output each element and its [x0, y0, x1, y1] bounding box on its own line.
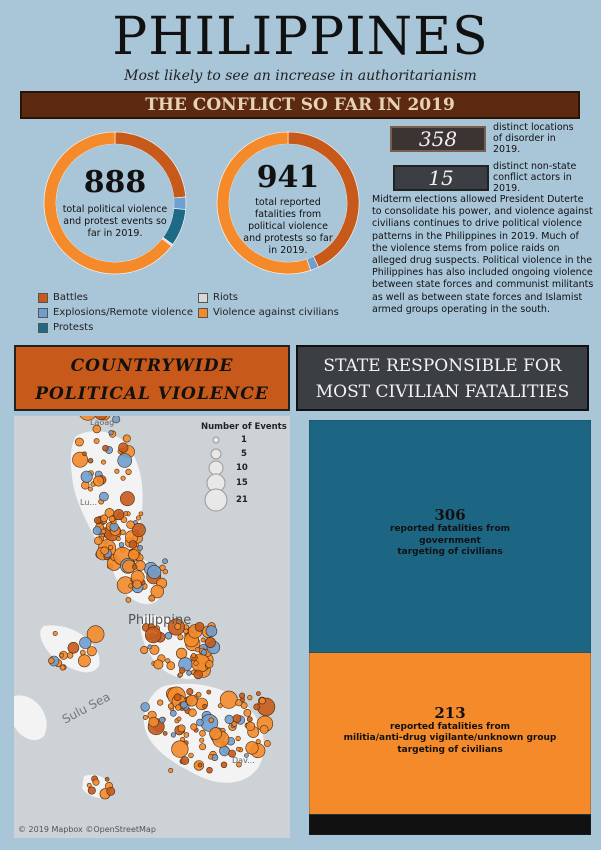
map-legend-title: Number of Events: [201, 422, 287, 432]
event-marker[interactable]: [203, 704, 207, 708]
size-legend-label: 21: [236, 495, 248, 505]
militia-bar-caption-line: reported fatalities from: [389, 721, 511, 732]
event-marker[interactable]: [172, 741, 189, 758]
event-marker[interactable]: [196, 692, 201, 697]
donut-fatalities-caption-line: and protests so far: [243, 233, 333, 244]
event-marker[interactable]: [189, 753, 194, 758]
event-marker[interactable]: [143, 715, 147, 719]
event-marker[interactable]: [239, 693, 244, 698]
donut-fatalities-number: 941: [256, 160, 320, 195]
event-marker[interactable]: [167, 662, 175, 670]
event-marker[interactable]: [170, 710, 176, 716]
event-marker[interactable]: [80, 650, 85, 655]
event-marker[interactable]: [135, 561, 145, 571]
donut-fatalities-caption: [228, 197, 348, 257]
event-marker[interactable]: [195, 622, 204, 631]
militia-fatalities-value: 213: [434, 703, 466, 722]
event-marker[interactable]: [199, 744, 205, 750]
donut-events-caption-line: far in 2019.: [87, 228, 143, 239]
event-marker[interactable]: [236, 736, 241, 741]
event-marker[interactable]: [210, 728, 222, 740]
map-size-legend: [205, 437, 227, 511]
palawan-landmass: [14, 695, 47, 740]
size-legend-label: 10: [236, 463, 248, 473]
map-label-laoag: Laoag: [90, 418, 115, 427]
legend-swatch: [198, 293, 208, 303]
event-marker[interactable]: [101, 460, 105, 464]
event-marker[interactable]: [177, 717, 181, 721]
map-label-sulu-sea: Sulu Sea: [59, 689, 113, 727]
event-marker[interactable]: [149, 595, 155, 601]
event-marker[interactable]: [194, 670, 203, 679]
event-marker[interactable]: [101, 529, 106, 534]
event-marker[interactable]: [174, 694, 181, 701]
event-marker[interactable]: [186, 695, 197, 706]
event-marker[interactable]: [148, 565, 161, 578]
donut-events-caption-line: total political violence: [62, 204, 168, 215]
legend-item-riots: [198, 292, 238, 303]
event-marker[interactable]: [196, 719, 203, 726]
event-marker[interactable]: [176, 705, 182, 711]
size-legend-circle: [211, 449, 221, 459]
event-marker[interactable]: [94, 517, 101, 524]
event-marker[interactable]: [168, 704, 173, 709]
locations-stat-caption: [493, 122, 585, 155]
map-label-luzon: Lu...: [80, 498, 98, 507]
event-marker[interactable]: [120, 492, 134, 506]
event-marker[interactable]: [187, 671, 192, 676]
event-marker[interactable]: [109, 516, 115, 522]
event-marker[interactable]: [87, 783, 91, 787]
event-marker[interactable]: [181, 757, 189, 765]
actors-stat-box: 15: [393, 165, 489, 191]
event-marker[interactable]: [68, 642, 79, 653]
event-marker[interactable]: [80, 637, 92, 649]
event-marker[interactable]: [105, 777, 109, 781]
event-marker[interactable]: [138, 545, 143, 550]
locations-caption-line: 2019.: [493, 144, 521, 155]
legend-label: Protests: [53, 322, 94, 333]
donut-events-caption-line: and protest events so: [63, 216, 167, 227]
event-marker[interactable]: [141, 646, 148, 653]
donut-chart-events: [34, 122, 196, 284]
event-marker[interactable]: [121, 530, 126, 535]
event-marker[interactable]: [145, 627, 161, 643]
locations-stat-box: 358: [390, 126, 486, 152]
militia-bar-caption-line: targeting of civilians: [397, 744, 503, 755]
event-marker[interactable]: [139, 512, 143, 516]
event-marker[interactable]: [116, 537, 120, 541]
event-marker[interactable]: [247, 717, 252, 722]
legend-item-protests: [38, 322, 93, 333]
size-legend-label: 5: [241, 449, 247, 459]
event-marker[interactable]: [246, 742, 259, 755]
locations-caption-line: distinct locations: [493, 122, 574, 133]
event-marker[interactable]: [129, 541, 137, 549]
event-marker[interactable]: [159, 717, 165, 723]
event-marker[interactable]: [149, 717, 159, 727]
gov-bar-caption-line: targeting of civilians: [397, 547, 503, 558]
page-title: PHILIPPINES: [112, 7, 489, 67]
legend-swatch: [38, 323, 48, 333]
event-marker[interactable]: [108, 545, 113, 550]
event-marker[interactable]: [264, 740, 270, 746]
event-marker[interactable]: [256, 692, 260, 696]
event-marker[interactable]: [141, 703, 150, 712]
event-marker[interactable]: [157, 700, 163, 706]
event-marker[interactable]: [192, 653, 196, 657]
donut-fatalities-caption-line: in 2019.: [268, 245, 308, 256]
state-fatalities-header: [296, 345, 589, 411]
gov-bar-label: [309, 506, 591, 559]
legend-label: Battles: [53, 292, 88, 303]
event-marker[interactable]: [107, 787, 115, 795]
event-marker[interactable]: [176, 648, 187, 659]
event-marker[interactable]: [220, 691, 237, 708]
event-marker[interactable]: [101, 547, 109, 555]
event-marker[interactable]: [88, 787, 95, 794]
legend-swatch: [198, 308, 208, 318]
event-marker[interactable]: [126, 469, 132, 475]
event-marker[interactable]: [81, 471, 92, 482]
event-marker[interactable]: [169, 768, 173, 772]
event-marker[interactable]: [75, 438, 83, 446]
event-marker[interactable]: [195, 647, 200, 652]
event-marker[interactable]: [178, 635, 183, 640]
event-marker[interactable]: [133, 580, 142, 589]
event-marker[interactable]: [148, 645, 152, 649]
event-marker[interactable]: [259, 698, 265, 704]
event-marker[interactable]: [119, 443, 129, 453]
event-marker[interactable]: [93, 527, 101, 535]
event-marker[interactable]: [163, 559, 168, 564]
event-marker[interactable]: [101, 515, 108, 522]
bar-segments: [309, 420, 591, 835]
event-marker[interactable]: [181, 701, 188, 708]
gov-bar-caption-line: government: [419, 535, 481, 546]
event-marker[interactable]: [236, 747, 240, 751]
event-marker[interactable]: [99, 492, 108, 501]
donut-fatalities-caption-line: political violence: [248, 221, 328, 232]
event-marker[interactable]: [93, 779, 99, 785]
event-marker[interactable]: [236, 700, 242, 706]
summary-text: Midterm elections allowed President Duterte to consolidate his power, and violence against civilians continues to drive political violence patterns in the Philippines in 2019. Much of the violence stems from police raids on alleged drug suspects. Political violence in the Philippines has also included ongoing violence between state forces and communist militants as well as between state forces and Islamist armed groups operating in the south.: [372, 194, 594, 315]
event-marker[interactable]: [187, 688, 193, 694]
actors-caption-line: conflict actors in: [493, 172, 572, 183]
event-marker[interactable]: [221, 762, 227, 768]
event-marker[interactable]: [83, 452, 87, 456]
event-marker[interactable]: [136, 516, 140, 520]
state-header-line: STATE RESPONSIBLE FOR: [323, 356, 562, 376]
event-marker[interactable]: [179, 668, 185, 674]
state-header-line: MOST CIVILIAN FATALITIES: [315, 382, 570, 402]
event-marker[interactable]: [48, 658, 54, 664]
countrywide-violence-header: [14, 345, 290, 411]
event-marker[interactable]: [207, 690, 211, 694]
militia-bar-label: [309, 704, 591, 757]
page-subtitle: Most likely to see an increase in authoritarianism: [124, 68, 477, 84]
event-marker[interactable]: [103, 445, 109, 451]
legend-item-battles: [38, 292, 88, 303]
event-marker[interactable]: [53, 631, 57, 635]
legend-item-violence: [198, 307, 339, 318]
size-legend-label: 1: [241, 435, 247, 445]
militia-bar-caption-line: militia/anti-drug vigilante/unknown group: [343, 733, 557, 744]
donut-events-number: 888: [83, 165, 147, 200]
event-marker[interactable]: [260, 725, 268, 733]
donut-events-slices: [44, 132, 186, 274]
size-legend-label: 15: [236, 478, 248, 488]
event-marker[interactable]: [171, 733, 176, 738]
map-label-philippines: Philippine: [128, 613, 192, 628]
section-banner: THE CONFLICT SO FAR IN 2019: [20, 91, 580, 119]
event-marker[interactable]: [225, 715, 234, 724]
event-marker[interactable]: [206, 626, 217, 637]
event-marker[interactable]: [194, 661, 199, 666]
legend-label: Violence against civilians: [213, 307, 339, 318]
event-marker[interactable]: [248, 695, 253, 700]
legend-swatch: [38, 293, 48, 303]
event-marker[interactable]: [189, 709, 197, 717]
event-marker[interactable]: [191, 724, 197, 730]
legend-item-explosions: [38, 307, 193, 318]
donut-fatalities-caption-line: total reported: [255, 197, 321, 208]
actors-stat-caption: [493, 161, 585, 194]
event-marker[interactable]: [88, 458, 93, 463]
event-marker[interactable]: [133, 565, 138, 570]
gov-fatalities-value: 306: [434, 506, 466, 525]
event-marker[interactable]: [184, 732, 189, 737]
size-legend-circle: [205, 489, 227, 511]
donut-slice-explosions-remote-violence: [174, 197, 186, 210]
event-marker[interactable]: [233, 715, 241, 723]
event-marker[interactable]: [209, 718, 214, 723]
event-map[interactable]: [14, 416, 290, 838]
locations-caption-line: of disorder in: [493, 133, 556, 144]
donut-hole: [56, 144, 174, 262]
event-marker[interactable]: [198, 763, 202, 767]
event-marker[interactable]: [123, 435, 130, 442]
event-marker[interactable]: [127, 521, 135, 529]
fatalities-stacked-bar: [309, 420, 591, 835]
event-marker[interactable]: [205, 637, 215, 647]
event-marker[interactable]: [81, 481, 89, 489]
event-marker[interactable]: [254, 704, 260, 710]
event-marker[interactable]: [201, 638, 205, 642]
donut-fatalities-caption-line: fatalities from: [254, 209, 322, 220]
event-marker[interactable]: [126, 597, 131, 602]
event-marker[interactable]: [154, 660, 163, 669]
event-marker[interactable]: [109, 431, 113, 435]
event-marker[interactable]: [121, 476, 125, 480]
event-marker[interactable]: [201, 650, 207, 656]
gov-bar-caption-line: reported fatalities from: [389, 524, 511, 535]
bar-segment-other: [309, 814, 591, 835]
event-marker[interactable]: [208, 755, 213, 760]
size-legend-circle: [209, 461, 223, 475]
event-marker[interactable]: [200, 730, 206, 736]
size-legend-circle: [213, 437, 219, 443]
map-label-davao: Dav...: [232, 756, 255, 765]
legend-swatch: [38, 308, 48, 318]
actors-caption-line: distinct non-state: [493, 161, 577, 172]
event-marker[interactable]: [60, 665, 65, 670]
event-marker[interactable]: [115, 469, 119, 473]
map-credit: © 2019 Mapbox ©OpenStreetMap: [18, 825, 156, 834]
event-marker[interactable]: [163, 731, 167, 735]
actors-caption-line: 2019.: [493, 183, 521, 194]
event-marker[interactable]: [200, 738, 204, 742]
event-marker[interactable]: [94, 537, 102, 545]
donut-events-caption: [55, 204, 175, 240]
event-marker[interactable]: [88, 487, 92, 491]
legend-label: Explosions/Remote violence: [53, 307, 193, 318]
event-marker[interactable]: [124, 511, 128, 515]
event-marker[interactable]: [178, 725, 185, 732]
countrywide-header-line: POLITICAL VIOLENCE: [35, 384, 269, 404]
event-marker[interactable]: [206, 661, 213, 668]
legend-label: Riots: [213, 292, 238, 303]
event-marker[interactable]: [60, 653, 64, 657]
event-marker[interactable]: [78, 655, 90, 667]
event-marker[interactable]: [256, 739, 260, 743]
event-marker[interactable]: [118, 454, 132, 468]
event-marker[interactable]: [119, 542, 124, 547]
event-marker[interactable]: [246, 722, 255, 731]
event-marker[interactable]: [94, 476, 104, 486]
event-marker[interactable]: [94, 438, 99, 443]
countrywide-header-line: COUNTRYWIDE: [70, 356, 234, 376]
event-marker[interactable]: [244, 709, 251, 716]
event-marker[interactable]: [207, 767, 213, 773]
